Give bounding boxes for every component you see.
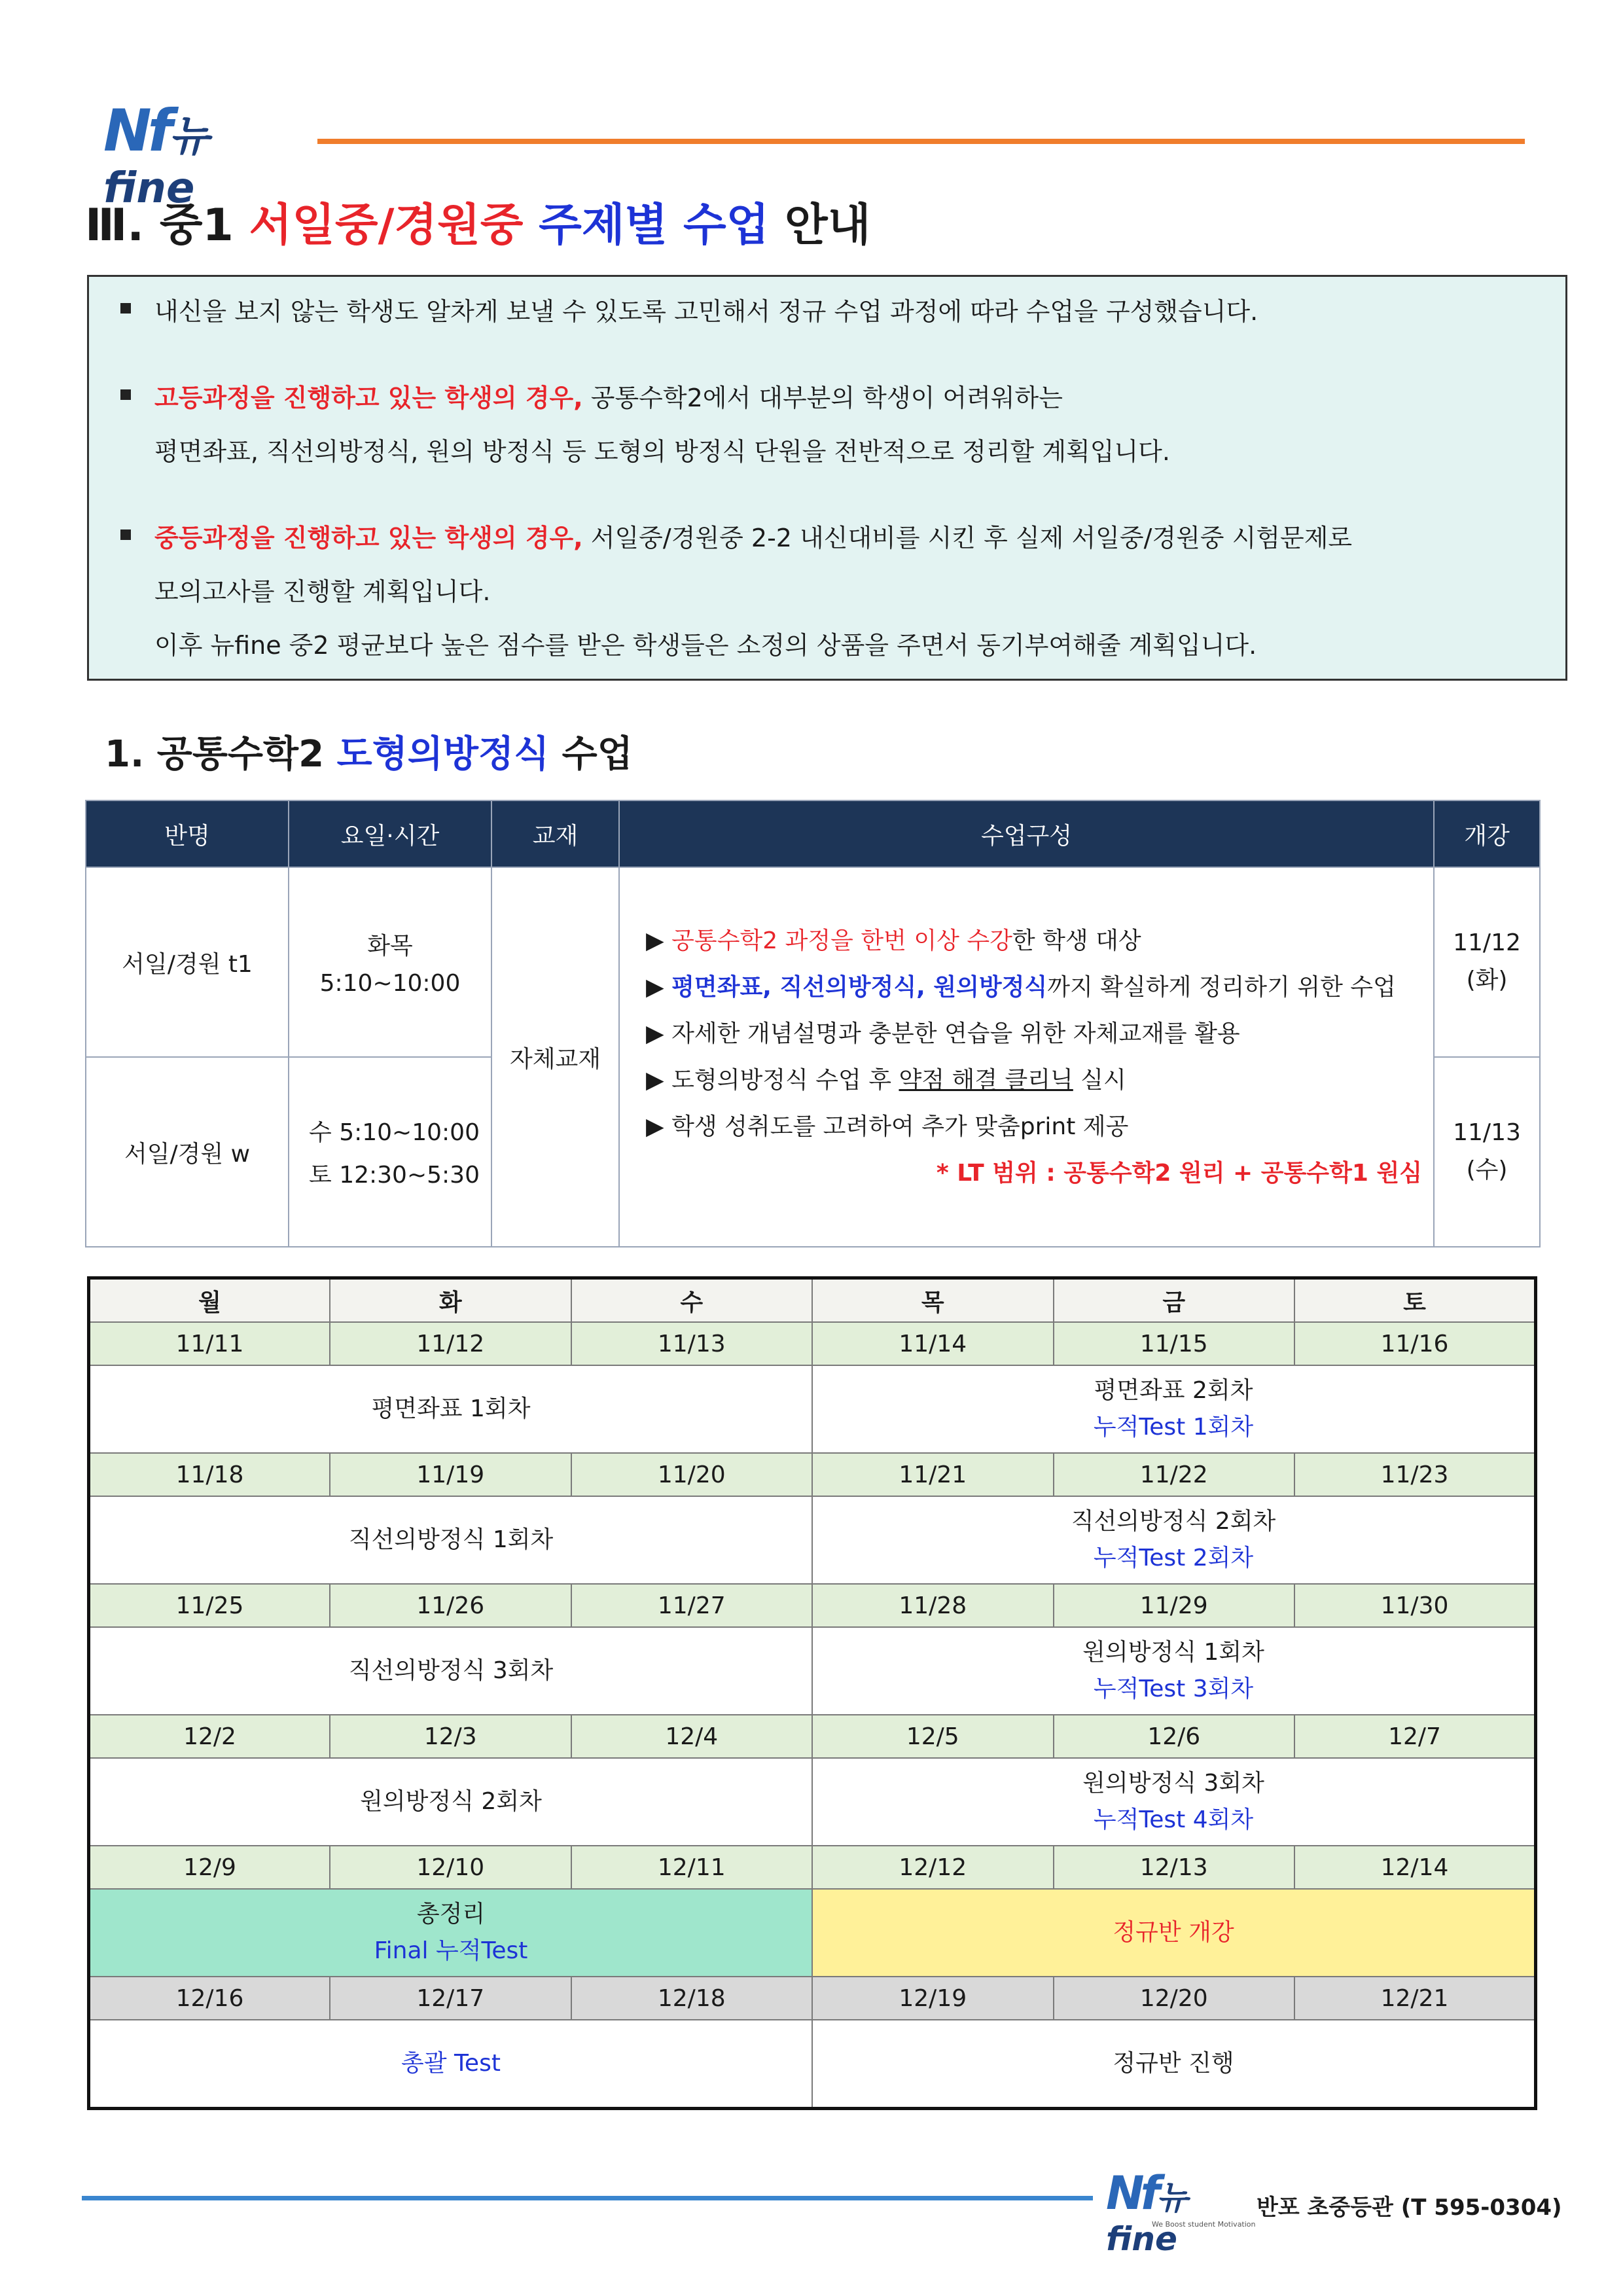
comp-text: 한 학생 대상 <box>1012 927 1141 954</box>
composition-cell <box>619 867 1434 1247</box>
class-time <box>289 1057 491 1247</box>
header-divider <box>317 139 1525 144</box>
lesson-cell: 총괄 Test <box>89 2020 813 2109</box>
notice-line-1: 내신을 보지 않는 학생도 알차게 보낼 수 있도록 고민해서 정규 수업 과정에 따라 수업을 구성했습니다. <box>154 297 1258 326</box>
open-date <box>1434 867 1540 1057</box>
date-cell: 12/16 <box>89 1977 330 2020</box>
lesson-row <box>89 1627 1536 1715</box>
date-cell: 12/19 <box>812 1977 1054 2020</box>
date-row <box>89 1715 1536 1758</box>
date-cell: 11/21 <box>812 1453 1054 1496</box>
time-weekday: 수 5:10~10:00 <box>309 1119 480 1146</box>
comp-item-1: ▶ 공통수학2 과정을 한번 이상 수강한 학생 대상 <box>646 927 1141 954</box>
comp-highlight: 공통수학2 과정을 한번 이상 수강 <box>671 927 1012 954</box>
date-cell: 11/27 <box>571 1584 813 1627</box>
time-days: 화목 <box>367 933 413 960</box>
day-sat: 토 <box>1294 1278 1536 1323</box>
day-mon: 월 <box>89 1278 330 1323</box>
day-header-row <box>89 1278 1536 1323</box>
date-cell: 11/29 <box>1054 1584 1295 1627</box>
lesson-cell: 평면좌표 1회차 <box>89 1365 813 1453</box>
open-date-value: 11/12 <box>1453 929 1521 956</box>
lesson-title: 총정리 <box>416 1901 486 1928</box>
date-row <box>89 1846 1536 1889</box>
date-cell: 11/19 <box>330 1453 571 1496</box>
comp-text: 까지 확실하게 정리하기 위한 수업 <box>1047 974 1396 1001</box>
date-cell: 11/15 <box>1054 1322 1295 1365</box>
day-wed: 수 <box>571 1278 813 1323</box>
comp-underline: 약점 해결 클리닉 <box>899 1067 1073 1094</box>
date-cell: 12/10 <box>330 1846 571 1889</box>
lesson-cell: 직선의방정식 3회차 <box>89 1627 813 1715</box>
notice-text: 서일중/경원중 2-2 내신대비를 시킨 후 실제 서일중/경원중 시험문제로 <box>582 524 1353 552</box>
open-day: (수) <box>1466 1157 1508 1183</box>
lesson-cell: 원의방정식 2회차 <box>89 1758 813 1846</box>
date-cell: 11/18 <box>89 1453 330 1496</box>
date-cell: 12/7 <box>1294 1715 1536 1758</box>
header-class-name: 반명 <box>86 800 289 867</box>
day-fri: 금 <box>1054 1278 1295 1323</box>
class-table <box>85 800 1541 1247</box>
comp-text: 자세한 개념설명과 충분한 연습을 위한 자체교재를 활용 <box>671 1020 1240 1047</box>
footer-logo-text: 뉴fine <box>1106 2179 1188 2258</box>
class-name: 서일/경원 w <box>86 1057 289 1247</box>
date-cell: 11/26 <box>330 1584 571 1627</box>
date-cell: 12/21 <box>1294 1977 1536 2020</box>
footer-logo-mark: Nf <box>1106 2166 1157 2220</box>
class-name: 서일/경원 t1 <box>86 867 289 1057</box>
bullet-icon <box>120 389 131 400</box>
lesson-row <box>89 1889 1536 1977</box>
date-cell: 12/17 <box>330 1977 571 2020</box>
date-cell: 11/20 <box>571 1453 813 1496</box>
logo-mark: Nf <box>103 97 169 164</box>
lesson-cell <box>812 1365 1536 1453</box>
day-tue: 화 <box>330 1278 571 1323</box>
date-row <box>89 1453 1536 1496</box>
date-cell: 11/23 <box>1294 1453 1536 1496</box>
date-cell: 12/18 <box>571 1977 813 2020</box>
date-cell: 12/9 <box>89 1846 330 1889</box>
header-textbook: 교재 <box>491 800 619 867</box>
textbook-cell: 자체교재 <box>491 867 619 1247</box>
comp-item-3: ▶ 자세한 개념설명과 충분한 연습을 위한 자체교재를 활용 <box>646 1020 1240 1047</box>
date-cell: 12/13 <box>1054 1846 1295 1889</box>
title-class: 수업 <box>683 200 770 251</box>
notice-line-5: 모의고사를 진행할 계획입니다. <box>154 577 491 606</box>
time-hours: 5:10~10:00 <box>319 970 461 997</box>
date-cell: 11/11 <box>89 1322 330 1365</box>
logo <box>103 97 280 213</box>
schedule-table <box>87 1276 1537 2110</box>
time-weekend: 토 12:30~5:30 <box>309 1162 480 1189</box>
title-schools: 서일중/경원중 <box>249 200 524 251</box>
lesson-test: 누적Test 3회차 <box>1093 1676 1254 1702</box>
notice-line-6: 이후 뉴fine 중2 평균보다 높은 점수를 받은 학생들은 소정의 상품을 주면서 동기부여해줄 계획입니다. <box>154 631 1257 660</box>
date-cell: 12/11 <box>571 1846 813 1889</box>
lesson-test: 누적Test 4회차 <box>1093 1806 1254 1833</box>
notice-highlight-high: 고등과정을 진행하고 있는 학생의 경우, <box>154 384 583 412</box>
date-cell: 12/20 <box>1054 1977 1295 2020</box>
footer-tagline: We Boost student Motivation <box>1152 2220 1256 2229</box>
lesson-test: 누적Test 1회차 <box>1093 1414 1254 1441</box>
regular-start-cell: 정규반 개강 <box>812 1889 1536 1977</box>
lesson-test: Final 누적Test <box>374 1937 528 1964</box>
header-start: 개강 <box>1434 800 1540 867</box>
comp-text: 실시 <box>1073 1067 1126 1094</box>
lesson-test: 누적Test 2회차 <box>1093 1545 1254 1571</box>
comp-item-4: ▶ 도형의방정식 수업 후 약점 해결 클리닉 실시 <box>646 1067 1126 1094</box>
table-header-row <box>86 800 1540 867</box>
open-date-value: 11/13 <box>1453 1119 1521 1146</box>
lesson-row <box>89 2020 1536 2109</box>
comp-item-2: ▶ 평면좌표, 직선의방정식, 원의방정식까지 확실하게 정리하기 위한 수업 <box>646 974 1396 1001</box>
comp-text: 도형의방정식 수업 후 <box>671 1067 899 1094</box>
comp-text: 학생 성취도를 고려하여 추가 맞춤print 제공 <box>671 1113 1129 1140</box>
section-title <box>105 725 633 778</box>
lesson-row <box>89 1758 1536 1846</box>
section-number: 1. 공통수학2 <box>105 733 325 776</box>
header-schedule: 요일·시간 <box>289 800 491 867</box>
date-cell: 11/13 <box>571 1322 813 1365</box>
lesson-cell <box>812 1496 1536 1584</box>
lesson-row <box>89 1365 1536 1453</box>
section-topic: 도형의방정식 <box>336 733 550 776</box>
notice-line-2 <box>154 378 1063 414</box>
date-cell: 11/22 <box>1054 1453 1295 1496</box>
date-cell: 11/14 <box>812 1322 1054 1365</box>
date-cell: 11/25 <box>89 1584 330 1627</box>
footer-contact: 반포 초중등관 (T 595-0304) <box>1257 2195 1562 2221</box>
date-row <box>89 1322 1536 1365</box>
date-row <box>89 1584 1536 1627</box>
bullet-icon <box>120 303 131 314</box>
logo-text: 뉴fine <box>103 113 209 213</box>
page-title <box>85 190 870 253</box>
lesson-row <box>89 1496 1536 1584</box>
comp-highlight: 평면좌표, 직선의방정식, 원의방정식 <box>671 974 1048 1001</box>
lesson-cell <box>812 1758 1536 1846</box>
header-composition: 수업구성 <box>619 800 1434 867</box>
notice-highlight-mid: 중등과정을 진행하고 있는 학생의 경우, <box>154 524 583 552</box>
bullet-icon <box>120 529 131 540</box>
notice-line-3: 평면좌표, 직선의방정식, 원의 방정식 등 도형의 방정식 단원을 전반적으로 정리할 계획입니다. <box>154 437 1170 466</box>
footer-divider <box>82 2196 1093 2200</box>
lesson-title: 원의방정식 1회차 <box>1082 1639 1264 1666</box>
date-cell: 12/5 <box>812 1715 1054 1758</box>
footer-logo <box>1106 2166 1257 2258</box>
lesson-title: 원의방정식 3회차 <box>1082 1770 1264 1797</box>
notice-text: 공통수학2에서 대부분의 학생이 어려워하는 <box>582 384 1063 412</box>
title-guide: 안내 <box>785 200 871 251</box>
review-cell <box>89 1889 813 1977</box>
date-cell: 12/6 <box>1054 1715 1295 1758</box>
date-cell: 11/28 <box>812 1584 1054 1627</box>
open-day: (화) <box>1466 967 1508 994</box>
day-thu: 목 <box>812 1278 1054 1323</box>
comp-item-5: ▶ 학생 성취도를 고려하여 추가 맞춤print 제공 <box>646 1113 1129 1140</box>
lesson-cell: 직선의방정식 1회차 <box>89 1496 813 1584</box>
lesson-title: 직선의방정식 2회차 <box>1071 1508 1276 1535</box>
date-cell: 12/12 <box>812 1846 1054 1889</box>
section-suffix: 수업 <box>562 733 633 776</box>
class-time <box>289 867 491 1057</box>
comp-note: * LT 범위 : 공통수학2 원리 + 공통수학1 원심 <box>936 1160 1422 1187</box>
date-cell: 12/4 <box>571 1715 813 1758</box>
notice-line-4 <box>154 518 1352 554</box>
lesson-title: 평면좌표 2회차 <box>1094 1377 1253 1404</box>
date-row <box>89 1977 1536 2020</box>
date-cell: 11/12 <box>330 1322 571 1365</box>
title-roman: Ⅲ. <box>85 200 145 251</box>
title-grade: 중1 <box>159 200 234 251</box>
lesson-cell <box>812 1627 1536 1715</box>
date-cell: 11/16 <box>1294 1322 1536 1365</box>
open-date <box>1434 1057 1540 1247</box>
date-cell: 12/14 <box>1294 1846 1536 1889</box>
date-cell: 11/30 <box>1294 1584 1536 1627</box>
date-cell: 12/2 <box>89 1715 330 1758</box>
lesson-cell: 정규반 진행 <box>812 2020 1536 2109</box>
date-cell: 12/3 <box>330 1715 571 1758</box>
title-topic: 주제별 <box>539 200 668 251</box>
table-row <box>86 867 1540 1057</box>
notice-box <box>87 275 1567 681</box>
